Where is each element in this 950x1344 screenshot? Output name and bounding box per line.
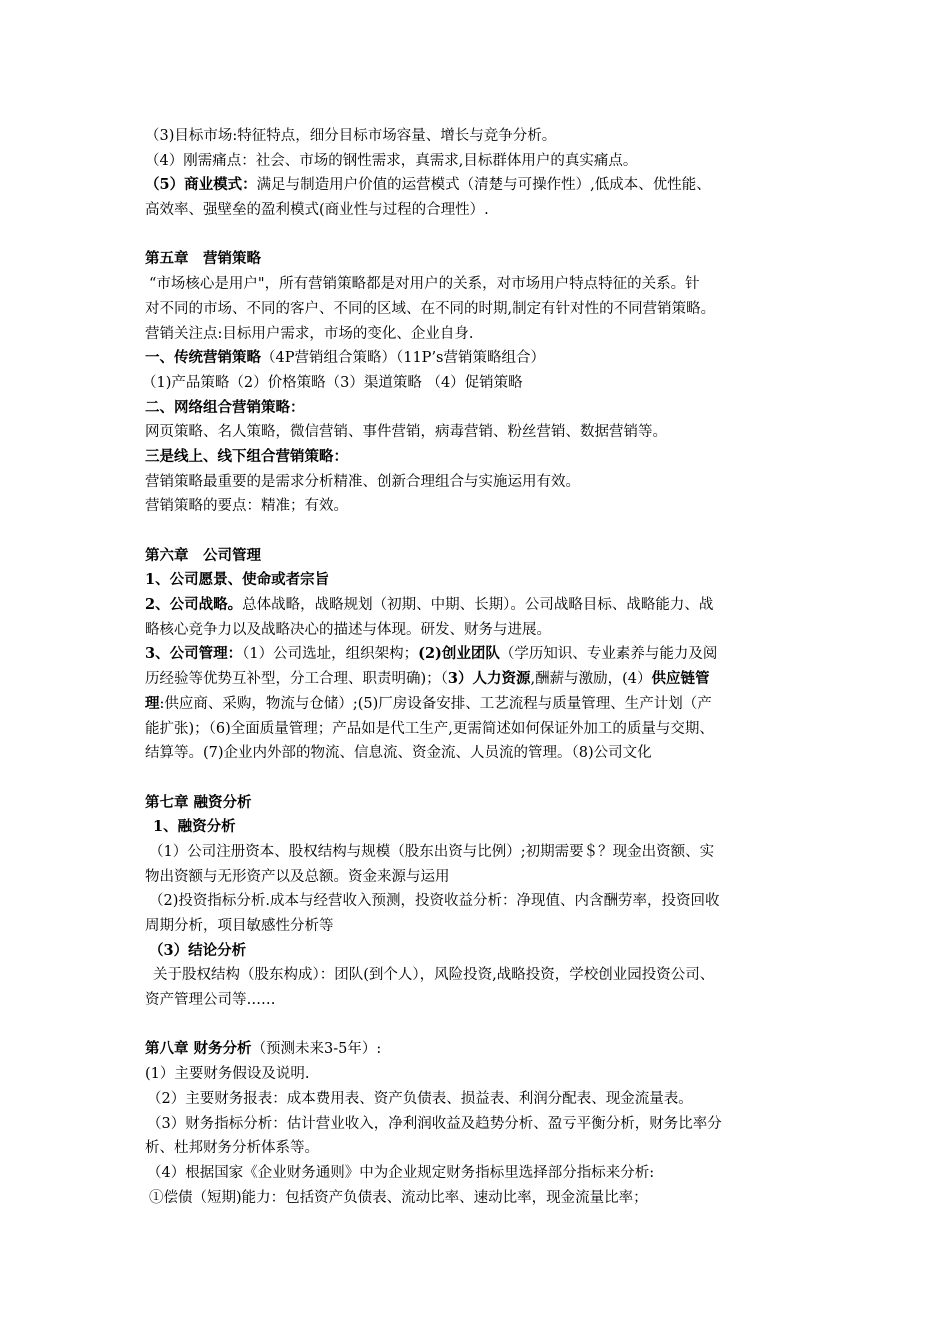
chapter5-para-1b: 对不同的市场、不同的客户、不同的区域、在不同的时期,制定有针对性的不同营销策略。 — [145, 300, 716, 317]
financial-assumptions-item: (1）主要财务假设及说明. — [145, 1066, 310, 1083]
spacer — [145, 1013, 820, 1038]
management-text-c: （学历知识、专业素养与能力及阅 — [499, 646, 718, 663]
management-l2-a: 历经验等优势互补型，分工合理、职责明确)；（ — [145, 671, 448, 688]
management-text-a: （1）公司选址，组织架构； — [242, 646, 419, 663]
business-model-text: 满足与制造用户价值的运营模式（清楚与可操作性）,低成本、优性能、 — [256, 177, 711, 194]
conclusion-para-a: 关于股权结构（股东构成）：团队(到个人），风险投资,战略投资，学校创业园投资公司、 — [153, 967, 715, 984]
supply-chain-label: 供应链管 — [651, 670, 710, 688]
business-model-line-2: 高效率、强壁垒的盈利模式(商业性与过程的合理性）. — [145, 202, 489, 219]
network-strategy-items: 网页策略、名人策略，微信营销、事件营销，病毒营销、粉丝营销、数据营销等。 — [145, 424, 667, 441]
solvency-subitem: ①偿债（短期)能力：包括资产负债表、流动比率、速动比率，现金流量比率； — [149, 1189, 648, 1206]
financing-para-2b: 周期分析，项目敏感性分析等 — [145, 918, 334, 934]
network-strategy-heading: 二、网络组合营销策略： — [145, 398, 305, 416]
online-offline-para-1: 营销策略最重要的是需求分析精准、创新合理组合与实施运用有效。 — [145, 473, 580, 490]
pain-point-line: （4）刚需痛点：社会、市场的钢性需求，真需求,目标群体用户的真实痛点。 — [145, 152, 638, 169]
business-model-line — [145, 173, 820, 198]
financial-indicators-item-line-2: 析、杜邦财务分析体系等。 — [145, 1140, 319, 1157]
management-item — [145, 642, 820, 667]
financing-para-2a: （2)投资指标分析.成本与经营收入预测，投资收益分析：净现值、内含酬劳率，投资回收 — [149, 893, 720, 910]
national-rules-item: （4）根据国家《企业财务通则》中为企业规定财务指标里选择部分指标来分析: — [147, 1164, 655, 1181]
team-label: (2)创业团队 — [418, 645, 500, 663]
chapter8-title-label: 第八章 财务分析 — [145, 1040, 252, 1058]
chapter8-title — [145, 1037, 820, 1062]
online-offline-heading: 三是线上、线下组合营销策略： — [145, 447, 348, 465]
supply-chain-label-end: 理 — [145, 694, 160, 712]
strategy-item-line-2: 略核心竞争力以及战略决心的描述与体现。研发、财务与进展。 — [145, 621, 551, 638]
chapter5-para-1a: “市场核心是用户"，所有营销策略都是对用户的关系，对市场用户特点特征的关系。针 — [149, 276, 700, 293]
spacer — [145, 766, 820, 791]
financial-indicators-item: （3）财务指标分析：估计营业收入，净利润收益及趋势分析、盈亏平衡分析，财务比率分 — [147, 1115, 722, 1132]
traditional-strategy-items: （1)产品策略（2）价格策略（3）渠道策略 （4）促销策略 — [142, 374, 523, 391]
online-offline-para-2: 营销策略的要点：精准；有效。 — [145, 498, 348, 515]
financial-statements-item: （2）主要财务报表：成本费用表、资产负债表、损益表、利润分配表、现金流量表。 — [147, 1090, 693, 1107]
spacer — [145, 223, 820, 248]
strategy-item — [145, 593, 820, 618]
spacer — [145, 519, 820, 544]
target-market-line: （3)目标市场:特征特点，细分目标市场容量、增长与竞争分析。 — [145, 128, 557, 144]
financing-para-1a: （1）公司注册资本、股权结构与规模（股东出资与比例）;初期需要＄？现金出资额、实 — [149, 843, 715, 860]
business-model-label: （5）商业模式： — [145, 176, 257, 194]
traditional-strategy-note: （4P营销组合策略）（11P’s营销策略组合） — [261, 350, 545, 367]
traditional-strategy-heading — [145, 346, 820, 371]
chapter5-title: 第五章 营销策略 — [145, 250, 261, 268]
chapter8-title-note: （预测未来3-5年）: — [251, 1041, 382, 1058]
management-item-line-4: 能扩张)；（6)全面质量管理；产品如是代工生产,更需简述如何保证外加工的质量与交期、 — [145, 720, 714, 737]
management-item-line-5: 结算等。(7)企业内外部的物流、信息流、资金流、人员流的管理。（8)公司文化 — [145, 745, 652, 762]
management-item-line-2 — [145, 667, 820, 692]
conclusion-heading: （3）结论分析 — [149, 941, 247, 959]
financing-para-1b: 物出资额与无形资产以及总额。资金来源与运用 — [145, 868, 450, 885]
strategy-text: 总体战略，战略规划（初期、中期、长期）。公司战略目标、战略能力、战 — [242, 597, 714, 614]
hr-label: 3）人力资源 — [447, 670, 531, 688]
vision-item: 1、公司愿景、使命或者宗旨 — [145, 571, 330, 589]
chapter6-title: 第六章 公司管理 — [145, 546, 261, 564]
traditional-strategy-label: 一、传统营销策略 — [145, 349, 261, 367]
strategy-label: 2、公司战略。 — [145, 596, 243, 614]
management-l2-c: ,酬薪与激励，(4） — [530, 671, 652, 688]
financing-analysis-heading: 1、融资分析 — [153, 818, 236, 836]
management-label: 3、公司管理： — [145, 645, 243, 663]
management-l3-text: :供应商、采购，物流与仓储）;(5)厂房设备安排、工艺流程与质量管理、生产计划（产 — [159, 695, 712, 712]
chapter5-para-1c: 营销关注点:目标用户需求，市场的变化、企业自身. — [145, 325, 474, 342]
conclusion-para-b: 资产管理公司等…… — [145, 992, 276, 1009]
chapter7-title: 第七章 融资分析 — [145, 793, 252, 811]
management-item-line-3 — [145, 692, 820, 717]
